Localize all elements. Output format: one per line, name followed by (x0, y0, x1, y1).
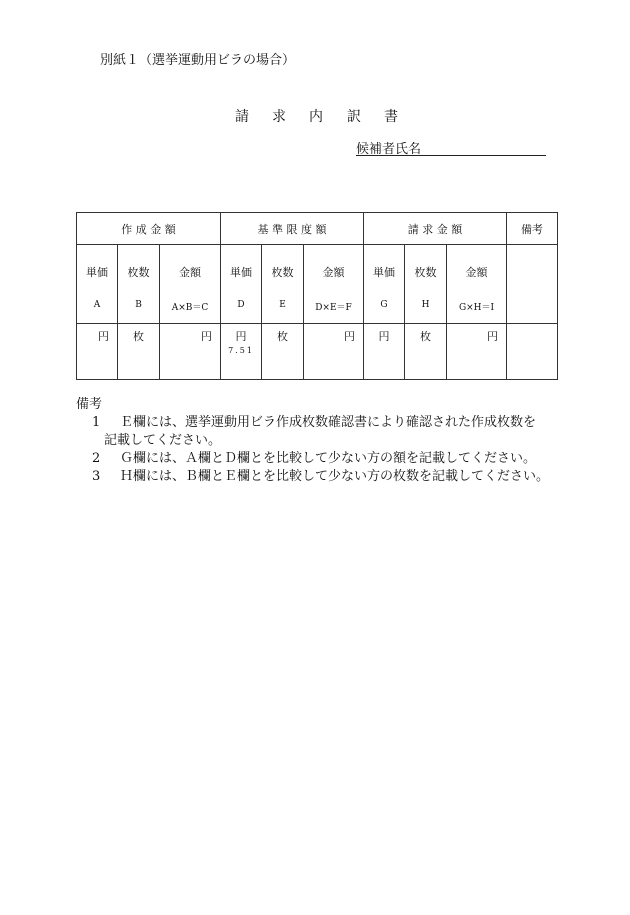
group-header-limit: 基 準 限 度 額 (221, 213, 364, 245)
sub-header-cell: 枚数 B (118, 245, 160, 324)
sub-header-cell: 金額 D×E＝F (304, 245, 364, 324)
title-char: 内 (309, 109, 323, 125)
header-note: 別紙１（選挙運動用ビラの場合） (100, 53, 296, 68)
input-quantity-h[interactable]: 枚 (405, 324, 447, 380)
input-amount-f[interactable]: 円 (304, 324, 364, 380)
input-unit-price-a[interactable]: 円 (77, 324, 118, 380)
candidate-name-field[interactable] (356, 138, 546, 156)
note-item: 3 Ｈ欄には、Ｂ欄とＥ欄とを比較して少ない方の枚数を記載してください。 (92, 469, 550, 484)
sub-header-cell: 枚数 E (262, 245, 304, 324)
title-char: 訳 (347, 109, 361, 125)
remarks-cell (507, 245, 558, 324)
group-header-claim: 請 求 金 額 (364, 213, 507, 245)
group-header-production: 作 成 金 額 (77, 213, 221, 245)
note-item: 1 Ｅ欄には、選挙運動用ビラ作成枚数確認書により確認された作成枚数を (92, 415, 537, 430)
input-remarks[interactable] (507, 324, 558, 380)
title-char: 請 (235, 109, 249, 125)
input-amount-c[interactable]: 円 (160, 324, 221, 380)
input-amount-i[interactable]: 円 (447, 324, 507, 380)
sub-header-cell: 単価 A (77, 245, 118, 324)
title-char: 求 (272, 109, 286, 125)
candidate-name-label: 候補者氏名 (356, 142, 422, 157)
sub-header-cell: 単価 D (221, 245, 262, 324)
group-header-remarks: 備考 (507, 213, 558, 245)
input-unit-price-d[interactable]: 円 7.51 (221, 324, 262, 380)
notes-section (76, 396, 549, 486)
sub-header-cell: 金額 G×H＝I (447, 245, 507, 324)
sub-header-cell: 単価 G (364, 245, 405, 324)
input-unit-price-g[interactable]: 円 (364, 324, 405, 380)
breakdown-table (76, 212, 558, 380)
input-quantity-e[interactable]: 枚 (262, 324, 304, 380)
note-item: 2 Ｇ欄には、Ａ欄とＤ欄とを比較して少ない方の額を記載してください。 (92, 451, 537, 466)
sub-header-cell: 枚数 H (405, 245, 447, 324)
notes-heading: 備考 (76, 397, 103, 412)
sub-header-cell: 金額 A×B＝C (160, 245, 221, 324)
title-char: 書 (384, 109, 398, 125)
note-item-continuation: 記載してください。 (104, 433, 222, 448)
base-unit-price: 7.51 (228, 346, 254, 355)
input-quantity-b[interactable]: 枚 (118, 324, 160, 380)
